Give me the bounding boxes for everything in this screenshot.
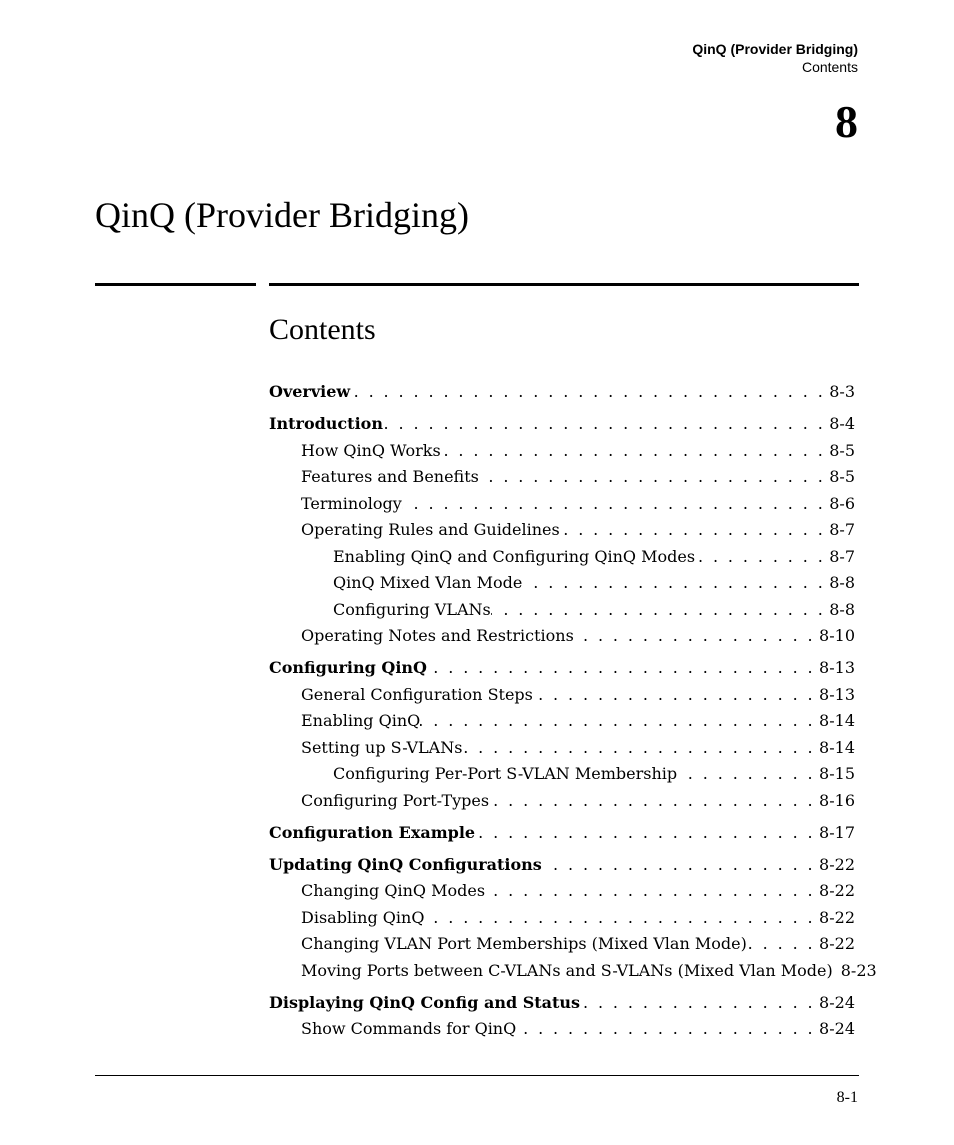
toc-entry-title: General Configuration Steps — [301, 684, 533, 704]
toc-entry-title: Configuring Per-Port S-VLAN Membership — [333, 764, 678, 783]
toc-entry-page: 8-6 — [829, 493, 855, 513]
toc-entry[interactable] — [269, 491, 855, 518]
toc-leader-dots — [695, 544, 829, 571]
toc-entry[interactable] — [269, 570, 855, 597]
running-head-section: Contents — [801, 59, 858, 75]
running-head — [692, 40, 858, 76]
toc-entry-page: 8-4 — [829, 414, 855, 433]
toc-entry-page: 8-8 — [829, 573, 855, 592]
toc-leader-dots — [383, 411, 829, 438]
toc-entry[interactable] — [269, 735, 855, 762]
toc-entry[interactable] — [269, 379, 855, 406]
toc-entry-page: 8-5 — [829, 467, 855, 486]
toc-entry-title: Terminology — [301, 493, 402, 513]
toc-entry[interactable] — [269, 682, 855, 709]
toc-leader-dots — [560, 517, 830, 544]
toc-entry[interactable] — [269, 517, 855, 544]
toc-entry-title: Disabling QinQ — [301, 907, 425, 927]
toc-entry-page: 8-13 — [819, 658, 855, 677]
running-head-title: QinQ (Provider Bridging) — [692, 41, 858, 57]
toc-leader-dots — [833, 958, 841, 985]
toc-leader-dots — [427, 655, 819, 682]
toc-entry-title: Configuring VLANs — [333, 599, 491, 619]
toc-entry-title: Configuring Port-Types — [301, 790, 490, 810]
toc-leader-dots — [491, 597, 829, 624]
footer-page-number: 8-1 — [836, 1089, 858, 1106]
contents-heading: Contents — [269, 313, 376, 346]
toc-entry[interactable] — [269, 438, 855, 465]
toc-leader-dots — [516, 1016, 819, 1043]
toc-leader-dots — [533, 682, 819, 709]
footer-divider — [95, 1075, 859, 1076]
toc-leader-dots — [489, 788, 819, 815]
toc-leader-dots — [485, 878, 819, 905]
toc-leader-dots — [677, 761, 819, 788]
toc-entry-title: Features and Benefits — [301, 467, 479, 486]
toc-entry-title: Changing VLAN Port Memberships (Mixed Vlan Mode) — [301, 934, 747, 953]
toc-entry-page: 8-24 — [819, 1019, 855, 1038]
toc-leader-dots — [475, 820, 819, 847]
toc-entry-title: Changing QinQ Modes — [301, 881, 486, 900]
toc-entry[interactable] — [269, 931, 855, 958]
toc-entry-title: Configuring QinQ — [269, 658, 427, 677]
toc-entry-page: 8-7 — [829, 546, 855, 566]
toc-entry-page: 8-22 — [819, 854, 855, 874]
toc-entry[interactable] — [269, 761, 855, 788]
toc-entry[interactable] — [269, 878, 855, 905]
toc-leader-dots — [580, 990, 819, 1017]
divider-right — [269, 283, 859, 286]
toc-entry-title: Moving Ports between C-VLANs and S-VLANs (Mixed Vlan Mode) — [301, 960, 833, 980]
toc-entry-page: 8-23 — [840, 960, 877, 980]
toc-entry-page: 8-15 — [819, 764, 855, 783]
toc-entry-page: 8-8 — [829, 599, 855, 619]
toc-entry[interactable] — [269, 905, 855, 932]
toc-entry-page: 8-22 — [819, 934, 855, 953]
toc-entry[interactable] — [269, 544, 855, 571]
toc-entry-title: Setting up S-VLANs — [301, 737, 463, 757]
toc-entry-title: Operating Notes and Restrictions — [301, 626, 574, 645]
toc-entry-title: Overview — [269, 382, 351, 401]
toc-entry-title: Show Commands for QinQ — [301, 1019, 517, 1038]
toc-entry-title: Operating Rules and Guidelines — [301, 520, 560, 539]
toc-entry-page: 8-5 — [829, 440, 855, 460]
toc-entry[interactable] — [269, 1016, 855, 1043]
toc-entry-title: Introduction — [269, 414, 383, 433]
toc-entry-title: QinQ Mixed Vlan Mode — [333, 573, 523, 592]
toc-entry[interactable] — [269, 623, 855, 650]
toc-entry[interactable] — [269, 411, 855, 438]
toc-entry-title: Enabling QinQ and Configuring QinQ Modes — [333, 546, 696, 566]
toc-entry-page: 8-17 — [819, 822, 855, 842]
toc-entry[interactable] — [269, 708, 855, 735]
toc-leader-dots — [350, 379, 829, 406]
toc-leader-dots — [441, 438, 830, 465]
toc-entry-page: 8-14 — [819, 737, 855, 757]
toc-leader-dots — [522, 570, 829, 597]
toc-leader-dots — [424, 905, 819, 932]
toc-entry[interactable] — [269, 788, 855, 815]
toc-entry[interactable] — [269, 958, 877, 985]
toc-entry-page: 8-24 — [819, 992, 855, 1012]
toc-entry-title: How QinQ Works — [301, 440, 441, 460]
toc-entry-page: 8-22 — [819, 881, 855, 900]
divider-left — [95, 283, 256, 286]
toc-entry-page: 8-22 — [819, 907, 855, 927]
toc-entry[interactable] — [269, 990, 855, 1017]
chapter-number: 8 — [835, 96, 858, 147]
toc-entry-page: 8-10 — [819, 626, 855, 645]
toc-leader-dots — [542, 852, 819, 879]
toc-entry-title: Displaying QinQ Config and Status — [269, 992, 581, 1012]
toc-leader-dots — [574, 623, 819, 650]
toc-leader-dots — [462, 735, 819, 762]
toc-leader-dots — [747, 931, 819, 958]
toc-entry-title: Updating QinQ Configurations — [269, 854, 542, 874]
chapter-title: QinQ (Provider Bridging) — [95, 195, 469, 235]
toc-entry-page: 8-13 — [819, 684, 855, 704]
toc-entry[interactable] — [269, 597, 855, 624]
toc-entry-title: Configuration Example — [269, 822, 476, 842]
toc-entry-page: 8-3 — [829, 382, 855, 401]
toc-leader-dots — [420, 708, 819, 735]
toc-entry[interactable] — [269, 655, 855, 682]
toc-entry[interactable] — [269, 820, 855, 847]
toc-leader-dots — [402, 491, 829, 518]
toc-entry-page: 8-7 — [829, 520, 855, 539]
toc-entry[interactable] — [269, 852, 855, 879]
toc-entry-page: 8-16 — [819, 790, 855, 810]
toc-entry-page: 8-14 — [819, 711, 855, 730]
toc-entry[interactable] — [269, 464, 855, 491]
toc-entry-title: Enabling QinQ — [301, 711, 421, 730]
table-of-contents — [269, 379, 877, 1043]
toc-leader-dots — [479, 464, 829, 491]
